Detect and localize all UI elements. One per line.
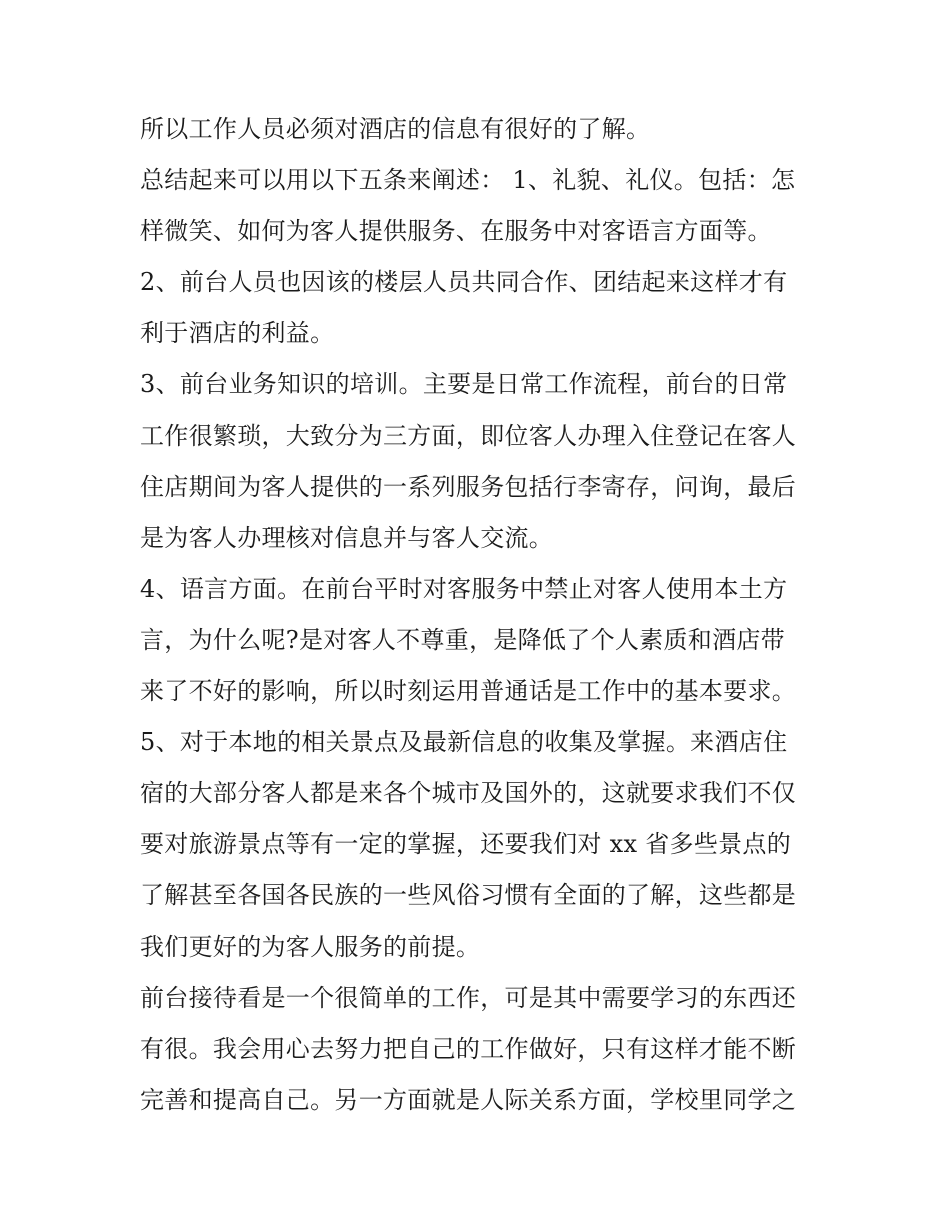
text-line: 4、语言方面。在前台平时对客服务中禁止对客人使用本土方 [140, 574, 788, 603]
text-line: 利于酒店的利益。 [140, 319, 335, 348]
document-body [140, 104, 820, 1126]
text-line: 总结起来可以用以下五条来阐述： 1、礼貌、礼仪。包括：怎 [140, 166, 796, 195]
text-line: 是为客人办理核对信息并与客人交流。 [140, 523, 554, 552]
text-line: 言，为什么呢?是对客人不尊重，是降低了个人素质和酒店带 [140, 625, 785, 654]
text-line: 前台接待看是一个很简单的工作，可是其中需要学习的东西还 [140, 983, 797, 1012]
text-line: 住店期间为客人提供的一系列服务包括行李寄存，问询，最后 [140, 472, 797, 501]
text-line: 2、前台人员也因该的楼层人员共同合作、团结起来这样才有 [140, 268, 788, 297]
text-line: 来了不好的影响，所以时刻运用普通话是工作中的基本要求。 [140, 677, 797, 706]
text-line: 样微笑、如何为客人提供服务、在服务中对客语言方面等。 [140, 217, 772, 246]
text-line: 完善和提高自己。另一方面就是人际关系方面，学校里同学之 [140, 1085, 797, 1114]
text-line: 宿的大部分客人都是来各个城市及国外的，这就要求我们不仅 [140, 779, 797, 808]
text-line: 了解甚至各国各民族的一些风俗习惯有全面的了解，这些都是 [140, 881, 797, 910]
text-line: 工作很繁琐，大致分为三方面，即位客人办理入住登记在客人 [140, 421, 797, 450]
text-line: 所以工作人员必须对酒店的信息有很好的了解。 [140, 115, 651, 143]
text-line: 3、前台业务知识的培训。主要是日常工作流程，前台的日常 [140, 370, 788, 399]
text-line: 要对旅游景点等有一定的掌握，还要我们对 xx 省多些景点的 [140, 830, 792, 859]
text-line: 有很。我会用心去努力把自己的工作做好，只有这样才能不断 [140, 1034, 797, 1063]
text-line: 5、对于本地的相关景点及最新信息的收集及掌握。来酒店住 [140, 728, 788, 757]
text-line: 我们更好的为客人服务的前提。 [140, 932, 481, 961]
